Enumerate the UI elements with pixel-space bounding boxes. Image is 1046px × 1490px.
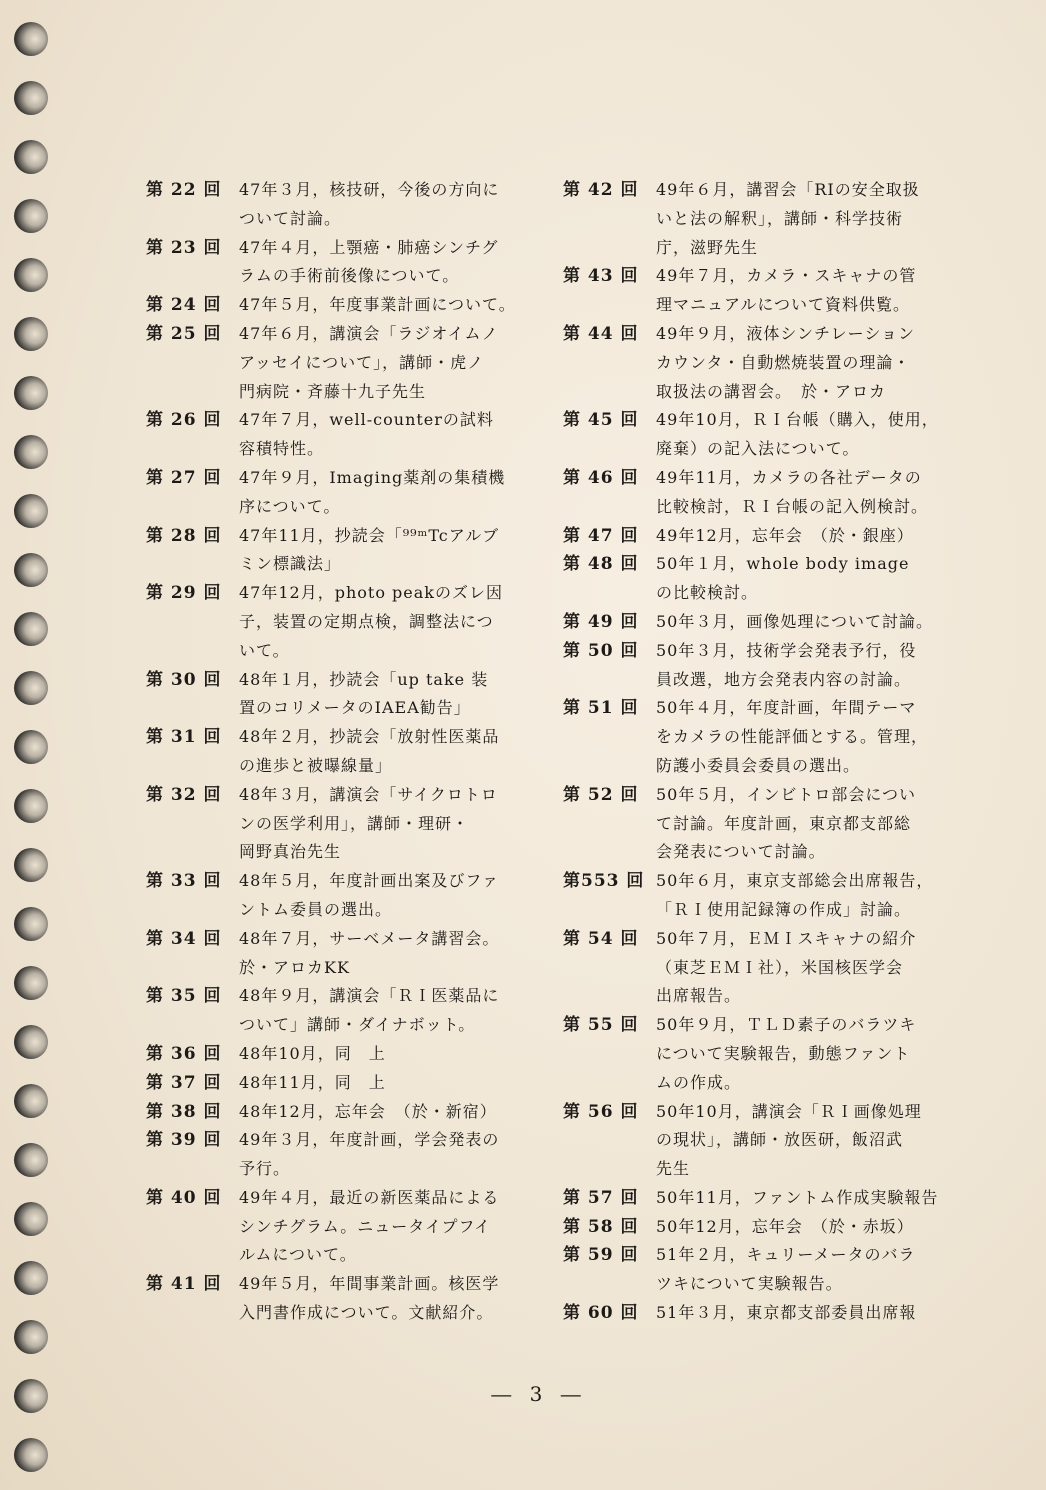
binder-holes <box>14 22 54 1472</box>
meeting-number: 第 27 回 <box>146 467 222 488</box>
meeting-description: 47年11月，抄読会「⁹⁹ᵐTcアルブ ミン標識法」 <box>239 525 500 574</box>
meeting-description: 49年４月，最近の新医薬品による シンチグラム。ニュータイプフイ ルムについて。 <box>239 1187 500 1265</box>
meeting-entry <box>146 723 536 781</box>
binder-hole-icon <box>14 1025 48 1059</box>
meeting-entry <box>563 464 953 522</box>
meeting-entry <box>146 867 536 925</box>
meeting-description: 50年５月，インビトロ部会につい て討論。年度計画，東京都支部総 会発表について討論。 <box>656 784 917 862</box>
right-column <box>563 176 953 1328</box>
binder-hole-icon <box>14 848 48 882</box>
meeting-number: 第 48 回 <box>563 554 639 575</box>
meeting-number: 第 49 回 <box>563 611 639 632</box>
binder-hole-icon <box>14 317 48 351</box>
binder-hole-icon <box>14 1261 48 1295</box>
meeting-entry <box>563 176 953 262</box>
binder-hole-icon <box>14 789 48 823</box>
meeting-description: 48年１月，抄読会「up take 装 置のコリメータのIAEA勧告」 <box>239 669 489 718</box>
meeting-number: 第 35 回 <box>146 986 222 1007</box>
meeting-entry <box>146 1069 536 1098</box>
meeting-entry <box>563 1213 953 1242</box>
meeting-entry <box>146 666 536 724</box>
meeting-number: 第 39 回 <box>146 1130 222 1151</box>
meeting-number: 第 26 回 <box>146 410 222 431</box>
meeting-number: 第 41 回 <box>146 1274 222 1295</box>
meeting-entry <box>146 982 536 1040</box>
meeting-description: 50年４月，年度計画，年間テーマ をカメラの性能評価とする。管理， 防護小委員会委員の選出。 <box>656 698 929 775</box>
meeting-description: 48年12月，忘年会 （於・新宿） <box>239 1101 497 1121</box>
meeting-description: 51年２月，キュリーメータのバラ ツキについて実験報告。 <box>656 1245 916 1294</box>
binder-hole-icon <box>14 258 48 292</box>
meeting-entry <box>146 1184 536 1270</box>
meeting-description: 50年１月，whole body image の比較検討。 <box>656 554 910 603</box>
meeting-entry <box>563 1098 953 1184</box>
meeting-number: 第 25 回 <box>146 323 222 344</box>
meeting-number: 第 46 回 <box>563 467 639 488</box>
meeting-entry <box>563 320 953 406</box>
meeting-number: 第 40 回 <box>146 1187 222 1208</box>
meeting-description: 47年５月，年度事業計画について。 <box>239 295 516 315</box>
meeting-number: 第 42 回 <box>563 180 639 200</box>
meeting-entry <box>146 522 536 580</box>
binder-hole-icon <box>14 1143 48 1177</box>
meeting-number: 第 33 回 <box>146 871 222 892</box>
meeting-number: 第553 回 <box>563 871 645 892</box>
left-column <box>146 176 536 1328</box>
meeting-description: 50年９月，ＴＬＤ素子のバラツキ について実験報告，動態ファント ムの作成。 <box>656 1015 917 1092</box>
meeting-description: 48年９月，講演会「ＲＩ医薬品に ついて」講師・ダイナボット。 <box>239 986 500 1035</box>
meeting-number: 第 54 回 <box>563 928 639 949</box>
meeting-description: 48年３月，講演会「サイクロトロ ンの医学利用」，講師・理研・ 岡野真治先生 <box>239 784 498 862</box>
binder-hole-icon <box>14 1438 48 1472</box>
meeting-description: 49年11月，カメラの各社データの 比較検討，ＲＩ台帳の記入例検討。 <box>656 467 929 516</box>
binder-hole-icon <box>14 553 48 587</box>
meeting-entry <box>146 781 536 867</box>
binder-hole-icon <box>14 1084 48 1118</box>
meeting-description: 49年10月，ＲＩ台帳（購入，使用， 廃棄）の記入法について。 <box>656 410 939 459</box>
meeting-number: 第 38 回 <box>146 1101 222 1122</box>
meeting-description: 49年３月，年度計画，学会発表の 予行。 <box>239 1130 500 1179</box>
meeting-entry <box>563 1299 953 1328</box>
meeting-description: 49年９月，液体シンチレーション カウンタ・自動燃焼装置の理論・ 取扱法の講習会。 於・アロカ <box>656 323 915 401</box>
meeting-description: 48年11月，同 上 <box>239 1072 386 1092</box>
meeting-description: 47年９月，Imaging薬剤の集積機 序について。 <box>239 467 506 516</box>
meeting-description: 50年11月，ファントム作成実験報告 <box>656 1187 939 1207</box>
meeting-entry <box>146 579 536 665</box>
binder-hole-icon <box>14 435 48 469</box>
meeting-description: 48年10月，同 上 <box>239 1043 386 1063</box>
meeting-entry <box>563 262 953 320</box>
meeting-number: 第 36 回 <box>146 1043 222 1064</box>
binder-hole-icon <box>14 140 48 174</box>
meeting-description: 50年10月，講演会「ＲＩ画像処理 の現状」，講師・放医研，飯沼武 先生 <box>656 1101 922 1179</box>
meeting-description: 50年６月，東京支部総会出席報告， 「ＲＩ使用記録簿の作成」討論。 <box>656 871 934 919</box>
meeting-number: 第 24 回 <box>146 295 222 316</box>
meeting-entry <box>146 1270 536 1328</box>
meeting-description: 49年６月，講習会「RIの安全取扱 いと法の解釈」，講師・科学技術 庁，滋野先生 <box>656 180 920 257</box>
meeting-entry <box>146 320 536 406</box>
meeting-description: 47年６月，講演会「ラジオイムノ アッセイについて」，講師・虎ノ 門病院・斉藤十九子先生 <box>239 323 499 401</box>
meeting-number: 第 59 回 <box>563 1245 639 1266</box>
meeting-entry <box>146 176 536 234</box>
meeting-description: 47年４月，上顎癌・肺癌シンチグ ラムの手術前後像について。 <box>239 237 499 286</box>
meeting-number: 第 56 回 <box>563 1101 639 1122</box>
meeting-number: 第 32 回 <box>146 784 222 805</box>
meeting-description: 50年３月，技術学会発表予行，役 員改選，地方会発表内容の討論。 <box>656 640 917 689</box>
meeting-entry <box>146 1126 536 1184</box>
page-number: ― 3 ― <box>491 1382 587 1406</box>
meeting-description: 50年３月，画像処理について討論。 <box>656 611 934 631</box>
meeting-description: 49年12月，忘年会 （於・銀座） <box>656 525 914 545</box>
meeting-description: 47年12月，photo peakのズレ因 子，装置の定期点検，調整法につ いて。 <box>239 583 503 660</box>
meeting-entry <box>146 464 536 522</box>
meeting-description: 49年７月，カメラ・スキャナの管 理マニュアルについて資料供覧。 <box>656 266 917 315</box>
meeting-number: 第 30 回 <box>146 669 222 690</box>
meeting-number: 第 58 回 <box>563 1216 639 1237</box>
meeting-number: 第 23 回 <box>146 237 222 258</box>
binder-hole-icon <box>14 907 48 941</box>
meeting-entry <box>563 550 953 608</box>
meeting-entry <box>563 406 953 464</box>
meeting-entry <box>563 1184 953 1213</box>
meeting-entry <box>563 522 953 551</box>
binder-hole-icon <box>14 199 48 233</box>
binder-hole-icon <box>14 494 48 528</box>
meeting-number: 第 31 回 <box>146 727 222 748</box>
meeting-entry <box>563 608 953 637</box>
meeting-description: 48年７月，サーベメータ講習会。 於・アロカKK <box>239 928 500 977</box>
binder-hole-icon <box>14 966 48 1000</box>
binder-hole-icon <box>14 22 48 56</box>
binder-hole-icon <box>14 730 48 764</box>
meeting-entry <box>563 694 953 780</box>
binder-hole-icon <box>14 1202 48 1236</box>
meeting-number: 第 43 回 <box>563 266 639 287</box>
binder-hole-icon <box>14 376 48 410</box>
meeting-description: 50年７月，ＥＭＩスキャナの紹介 （東芝ＥＭＩ社），米国核医学会 出席報告。 <box>656 928 917 1006</box>
meeting-number: 第 52 回 <box>563 784 639 805</box>
meeting-description: 51年３月，東京都支部委員出席報 <box>656 1303 917 1323</box>
meeting-number: 第 51 回 <box>563 698 639 719</box>
meeting-description: 50年12月，忘年会 （於・赤坂） <box>656 1216 914 1236</box>
meeting-entry <box>563 1011 953 1097</box>
meeting-number: 第 50 回 <box>563 640 639 661</box>
meeting-entry <box>146 925 536 983</box>
meeting-entry <box>146 406 536 464</box>
meeting-entry <box>146 291 536 320</box>
meeting-description: 48年５月，年度計画出案及びファ ントム委員の選出。 <box>239 871 500 919</box>
meeting-entry <box>563 637 953 695</box>
meeting-description: 48年２月，抄読会「放射性医薬品 の進歩と被曝線量」 <box>239 727 500 775</box>
meeting-entry <box>563 925 953 1011</box>
meeting-entry <box>563 867 953 925</box>
meeting-number: 第 44 回 <box>563 323 639 344</box>
binder-hole-icon <box>14 612 48 646</box>
meeting-description: 47年７月，well-counterの試料 容積特性。 <box>239 410 494 459</box>
binder-hole-icon <box>14 671 48 705</box>
meeting-number: 第 22 回 <box>146 180 222 200</box>
meeting-number: 第 28 回 <box>146 525 222 546</box>
meeting-entry <box>146 1098 536 1127</box>
meeting-number: 第 34 回 <box>146 928 222 949</box>
meeting-description: 47年３月，核技研，今後の方向に ついて討論。 <box>239 180 500 228</box>
meeting-entry <box>146 1040 536 1069</box>
binder-hole-icon <box>14 1320 48 1354</box>
meeting-entry <box>563 1241 953 1299</box>
meeting-number: 第 55 回 <box>563 1015 639 1036</box>
meeting-number: 第 29 回 <box>146 583 222 604</box>
meeting-number: 第 57 回 <box>563 1187 639 1208</box>
binder-hole-icon <box>14 81 48 115</box>
meeting-number: 第 37 回 <box>146 1072 222 1093</box>
meeting-entry <box>146 234 536 292</box>
meeting-entry <box>563 781 953 867</box>
meeting-number: 第 45 回 <box>563 410 639 431</box>
meeting-description: 49年５月，年間事業計画。核医学 入門書作成について。文献紹介。 <box>239 1274 500 1323</box>
meeting-number: 第 47 回 <box>563 525 639 546</box>
meeting-number: 第 60 回 <box>563 1303 639 1324</box>
